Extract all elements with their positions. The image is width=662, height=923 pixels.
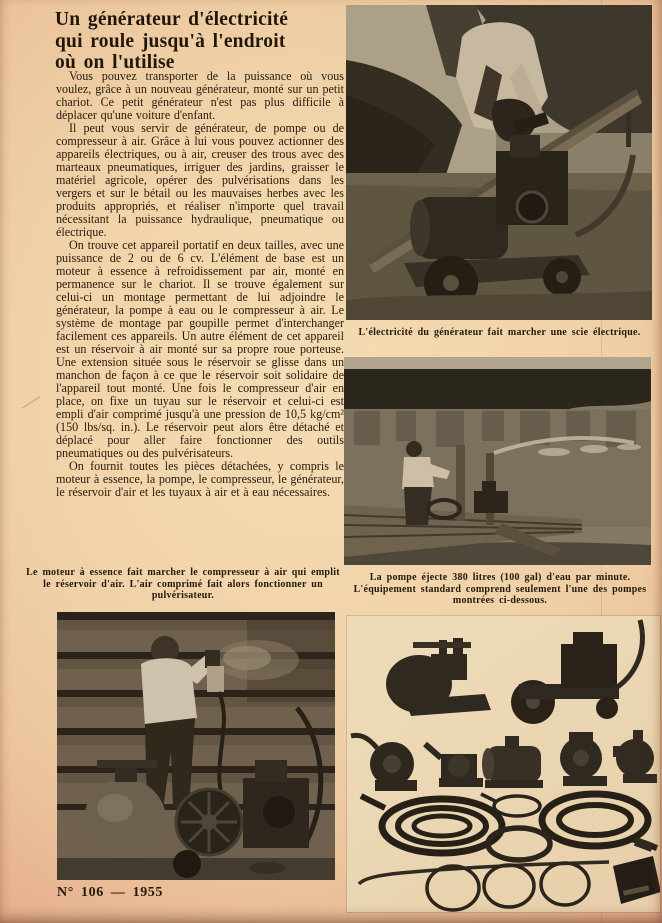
photo-electric-saw bbox=[346, 5, 652, 320]
paragraph: On trouve cet appareil portatif en deux tailles, avec une puissance de 2 ou de 6 cv. L'élément de base est un moteur à essence à refroidissement par air, monté en permanence sur le chariot. Il se trouve également sur celui-ci un montage permettant de lui adjoindre le générateur, la pompe à eau ou le compresseur à air. Le système de montage par goupille permet d'interchanger facilement ces appareils. Un autre élément de cet appareil est un réservoir à air monté sur sa propre roue porteuse. Une extension située sous le réservoir se glisse dans un manchon de façon à ce que le réservoir soit solidaire de l'appareil tout monté. Une fois le compresseur d'air en place, on fixe un tuyau sur le réservoir et celui-ci est empli d'air comprimé jusqu'à une pression de 10,5 kg/cm² (150 lbs/sq. in.). Le réservoir peut alors être détaché et déplacé pour aller faire fonctionner des outils pneumatiques ou des pulvérisateurs. bbox=[56, 238, 344, 460]
caption-water-pump: La pompe éjecte 380 litres (100 gal) d'eau par minute. L'équipement standard comprend seulement l'une des pompes montrées ci-dessous. bbox=[353, 572, 647, 607]
paper-crease-mark bbox=[21, 396, 40, 409]
title-line-1: Un générateur d'électricité bbox=[55, 9, 289, 30]
article-body bbox=[56, 70, 344, 499]
caption-sprayer: Le moteur à essence fait marcher le compresseur à air qui emplit le réservoir d'air. L'air comprimé fait alors fonctionner un pulvérisateur. bbox=[26, 567, 340, 602]
article-title bbox=[55, 9, 353, 74]
paragraph: Vous pouvez transporter de la puissance où vous voulez, grâce à un nouveau générateur, monté sur un petit chariot. Ce petit générateur n'est pas plus difficile à déplacer qu'une voiture d'enfant. bbox=[56, 69, 344, 122]
issue-number-footer: N° 106 — 1955 bbox=[57, 885, 164, 900]
paragraph: On fournit toutes les pièces détachées, y compris le moteur à essence, la pompe, le compresseur, le générateur, le réservoir d'air et les tuyaux à air et à eau nécessaires. bbox=[56, 459, 344, 499]
photo-water-pump-lake bbox=[344, 357, 651, 565]
photo-equipment-layout bbox=[347, 616, 660, 912]
title-line-2: qui roule jusqu'à l'endroit bbox=[55, 30, 286, 52]
caption-electric-saw: L'électricité du générateur fait marcher une scie électrique. bbox=[358, 327, 641, 338]
paragraph: Il peut vous servir de générateur, de pompe ou de compresseur à air. Grâce à lui vous pouvez actionner des appareils électriques, ou à air, creuser des trous avec des marteaux pneumatiques, irriguer des jardins, graisser le matériel agricole, opérer des pulvérisations dans les vergers et sur le bétail ou les mauvaises herbes avec les produits appropriés, et réaliser n'importe quel travail nécessitant la puissance hydraulique, pneumatique ou électrique. bbox=[56, 121, 344, 239]
title-line-3: où on l'utilise bbox=[55, 52, 175, 73]
photo-sprayer-compressor bbox=[57, 612, 335, 880]
